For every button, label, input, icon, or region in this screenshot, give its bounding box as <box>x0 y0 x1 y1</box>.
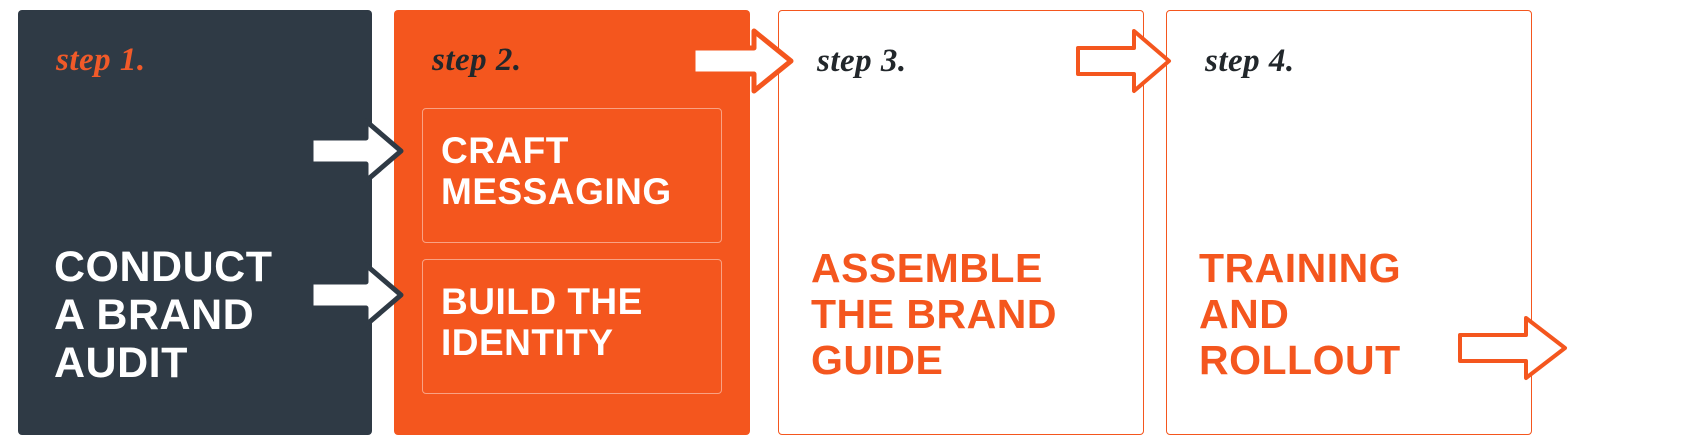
step-4-label: step 4. <box>1205 43 1295 79</box>
step-4-headline <box>1199 246 1401 384</box>
arrow-right-icon-step3-to-step4 <box>1076 28 1172 94</box>
step-2-label: step 2. <box>432 42 522 78</box>
arrow-right-icon-step1-to-identity <box>308 262 404 328</box>
step-2-subcard-2-line-2: IDENTITY <box>441 321 614 363</box>
step-4-headline-line-2: AND <box>1199 291 1290 338</box>
step-3-headline-line-1: ASSEMBLE <box>811 245 1043 292</box>
step-3-headline <box>811 246 1057 384</box>
step-2-subcard-build-identity[interactable] <box>422 259 722 394</box>
arrow-right-icon-step2-to-step3 <box>690 28 794 94</box>
step-3-headline-line-2: THE BRAND <box>811 291 1057 338</box>
step-1-headline-line-3: AUDIT <box>54 338 188 387</box>
arrow-right-icon-step1-to-craft <box>308 118 404 184</box>
step-2-subcard-2-line-1: BUILD THE <box>441 281 643 322</box>
step-4-headline-line-1: TRAINING <box>1199 245 1402 292</box>
step-3-headline-line-3: GUIDE <box>811 337 944 384</box>
step-3-label: step 3. <box>817 43 907 79</box>
step-4-headline-line-3: ROLLOUT <box>1199 337 1401 384</box>
step-2-subcard-1-line-1: CRAFT <box>441 130 569 171</box>
arrow-right-icon-step4-out <box>1458 315 1568 381</box>
step-1-headline-line-1: CONDUCT <box>54 242 273 291</box>
step-1-label: step 1. <box>56 42 146 78</box>
step-1-headline-line-2: A BRAND <box>54 290 255 339</box>
step-2-subcard-1-line-2: MESSAGING <box>441 170 672 212</box>
step-1-headline <box>54 243 272 387</box>
step-card-1[interactable] <box>18 10 372 435</box>
step-2-subcard-craft-messaging[interactable] <box>422 108 722 243</box>
